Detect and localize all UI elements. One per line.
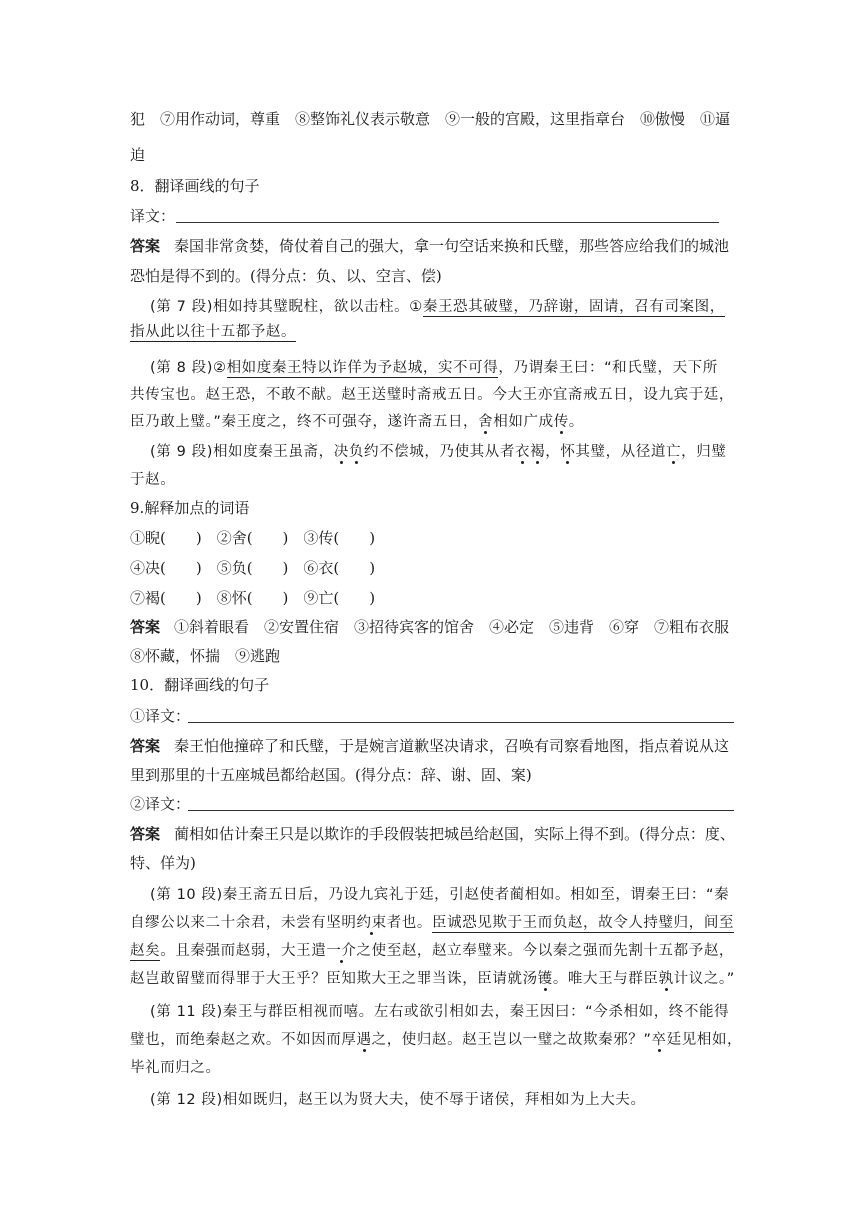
answer-label: 答案 (130, 237, 161, 255)
paragraph-9-line-1 (150, 442, 726, 462)
q8-answer-blank[interactable] (176, 222, 719, 223)
p7-text: (第 7 段)相如持其璧睨柱，欲以击柱。① (150, 299, 423, 315)
paragraph-7-line-1 (150, 297, 725, 317)
p10-underlined-2: 赵矣 (130, 943, 161, 959)
p9-comma: ， (545, 444, 561, 460)
question-9 (130, 498, 249, 518)
question-9-number: 9. (130, 499, 145, 517)
dotted-word-shu: 孰 (658, 971, 674, 987)
p10-underlined-1: 臣诚恐见欺于王而负赵，故令人持璧归，间至 (432, 915, 735, 931)
paragraph-8-line-1 (150, 358, 718, 378)
p10-l4-text: 赵岂敢留璧而得罪于大王乎？臣知欺大王之罪当诛，臣请就汤 (130, 971, 538, 987)
answer-label: 答案 (130, 618, 161, 636)
dotted-word-zu: 卒 (651, 1032, 667, 1048)
p10-l4-text-b: 。唯大王与群臣 (552, 971, 659, 987)
q9-answer-line-2: ⑧怀藏，怀揣 ⑨逃跑 (130, 647, 281, 665)
paragraph-7-line-2 (130, 322, 296, 342)
p9-text-f: ，归璧 (681, 444, 727, 460)
paragraph-10-line-3 (130, 941, 734, 961)
paragraph-10-line-1: (第 10 段)秦王斋五日后，乃设九宾礼于廷，引赵使者蔺相如。相如至，谓秦王曰：“秦 (150, 887, 730, 903)
paragraph-12: (第 12 段)相如既归，赵王以为贤大夫，使不辱于诸侯，拜相如为上大夫。 (150, 1092, 646, 1108)
note-line-1: 犯 ⑦用作动词，尊重 ⑧整饰礼仪表示敬意 ⑨一般的宫殿，这里指章台 ⑩傲慢 ⑪逼 (130, 110, 731, 128)
q10-answer-1-text: 秦王怕他撞碎了和氏璧，于是婉言道歉坚决请求，召唤有司察看地图，指点着说从这 (174, 737, 730, 755)
q8-answer-line-2: 恐怕是得不到的。(得分点：负、以、空言、偿) (130, 267, 442, 285)
paragraph-10-line-4 (130, 969, 735, 989)
dotted-word-she: 舍 (478, 414, 494, 430)
q10-answer-2-text: 蔺相如估计秦王只是以欺诈的手段假装把城邑给赵国，实际上得不到。(得分点：度、 (174, 825, 735, 843)
q9-answer-line-1 (130, 617, 729, 637)
q9-answer-text-1: ①斜着眼看 ②安置住宿 ③招待宾客的馆舍 ④必定 ⑤违背 ⑥穿 ⑦粗布衣服 (174, 618, 730, 636)
p9-text-a: (第 9 段)相如度秦王虽斋， (150, 444, 334, 460)
p8-l3-text: 臣乃敢上璧。”秦王度之，终不可强夺，遂许斋五日， (130, 414, 479, 430)
p10-l2-text-b: 者也。 (386, 915, 433, 931)
p10-l3-text-b: 之使至赵，赵立奉璧来。今以秦之强而先割十五都予赵， (356, 943, 735, 959)
p9-text-e: 其璧，从径道 (575, 444, 667, 460)
p10-l4-text-c: 计议之。” (673, 971, 735, 987)
p8-l3-end: 。 (568, 414, 584, 430)
q10-answer-2-line-1 (130, 824, 735, 844)
question-9-title: 解释加点的词语 (144, 499, 250, 517)
p9-text-c: 约不偿城，乃使其从者 (363, 444, 515, 460)
answer-label: 答案 (130, 737, 161, 755)
p11-l2-text: 璧也，而绝秦赵之欢。不如因而厚 (130, 1032, 357, 1048)
answer-label: 答案 (130, 825, 161, 843)
dotted-word-wang: 亡 (666, 444, 682, 460)
q10-answer-1-line-1 (130, 736, 729, 756)
q10-answer-1-line-2: 里到那里的十五座城邑都给赵国。(得分点：辞、谢、固、案) (130, 766, 532, 784)
paragraph-11-line-1: (第 11 段)秦王与群臣相视而嘻。左右或欲引相如去，秦王因曰：“今杀相如，终不能得 (150, 1004, 730, 1020)
question-10-title: 翻译画线的句子 (164, 676, 270, 694)
p7-underlined-1: 秦王恐其破璧，乃辞谢，固请，召有司案图， (422, 299, 725, 315)
q10-answer-2-line-2: 特、佯为) (130, 854, 196, 872)
q9-blank-row-1[interactable]: ①睨( ) ②舍( ) ③传( ) (130, 529, 376, 547)
note-line-2: 迫 (130, 146, 146, 164)
paragraph-9-line-2: 于赵。 (130, 472, 176, 488)
p8-l3-text-b: 相如广成 (493, 414, 554, 430)
p7-end: 。 (281, 324, 297, 340)
question-10 (130, 675, 269, 695)
dotted-word-zhuan: 传 (553, 414, 569, 430)
p10-l3-text: 。且秦强而赵弱，大王遣 (160, 943, 327, 959)
paragraph-11-line-2 (130, 1030, 742, 1050)
dotted-word-yueshu: 约束 (356, 915, 387, 931)
q8-translation-label: 译文： (130, 207, 176, 225)
p8-underlined: 相如度秦王特以诈佯为予赵城，实不可得 (226, 360, 499, 376)
dotted-word-fu: 负 (348, 444, 364, 460)
p7-underlined-2: 指从此以往十五都予赵 (130, 324, 281, 340)
q10-answer-blank-1[interactable] (188, 722, 734, 723)
p11-l2-text-c: 廷见相如， (666, 1032, 743, 1048)
p11-l2-text-b: 之，使归赵。赵王岂以一璧之故欺秦邪？” (371, 1032, 652, 1048)
dotted-word-huo: 镬 (537, 971, 553, 987)
question-8 (130, 176, 260, 196)
paragraph-11-line-3: 毕礼而归之。 (130, 1060, 221, 1076)
dotted-word-yu: 遇 (356, 1032, 372, 1048)
paragraph-8-line-3 (130, 412, 584, 432)
dotted-word-yi: 衣 (514, 444, 531, 460)
q9-blank-row-2[interactable]: ④决( ) ⑤负( ) ⑥衣( ) (130, 559, 376, 577)
q8-answer-line-1 (130, 236, 729, 256)
question-8-number: 8． (130, 177, 155, 195)
p8-text-b: ，乃谓秦王曰：“和氏璧，天下所 (498, 360, 718, 376)
q9-blank-row-3[interactable]: ⑦褐( ) ⑧怀( ) ⑨亡( ) (130, 589, 376, 607)
paragraph-8-line-2: 共传宝也。赵王恐，不敢不献。赵王送璧时斋戒五日。今大王亦宜斋戒五日，设九宾于廷， (130, 387, 734, 403)
question-8-title: 翻译画线的句子 (154, 177, 260, 195)
q10-translation-label-1: ①译文： (130, 707, 191, 725)
p8-text-a: (第 8 段)② (150, 360, 227, 376)
p10-l2-text: 自缪公以来二十余君，未尝有坚明 (130, 915, 357, 931)
dotted-word-he: 褐 (530, 444, 546, 460)
q10-answer-blank-2[interactable] (188, 810, 734, 811)
paragraph-10-line-2 (130, 913, 734, 933)
question-10-number: 10． (130, 676, 165, 694)
dotted-word-huai: 怀 (560, 444, 576, 460)
q8-answer-text-1: 秦国非常贪婪，倚仗着自己的强大，拿一句空话来换和氏璧，那些答应给我们的城池 (174, 237, 730, 255)
q10-translation-label-2: ②译文： (130, 795, 191, 813)
dotted-word-jue: 决 (333, 444, 349, 460)
dotted-word-yijie: 一介 (326, 943, 357, 959)
